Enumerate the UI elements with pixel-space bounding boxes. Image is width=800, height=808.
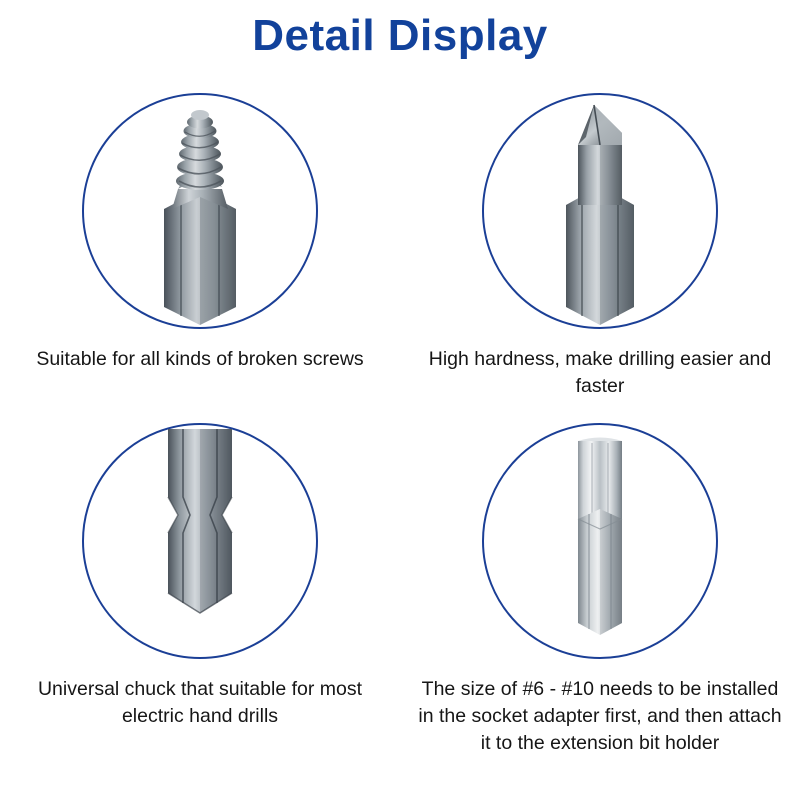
screw-extractor-threaded-tip-illustration (82, 93, 318, 329)
panel-grid (0, 86, 800, 808)
hex-shank-double-ended-bit-illustration (82, 423, 318, 659)
socket-adapter-shank-illustration (482, 423, 718, 659)
detail-display-page (0, 8, 800, 808)
panel-universal-chuck (0, 416, 400, 808)
panel-socket-adapter (400, 416, 800, 808)
panel-high-hardness (400, 86, 800, 416)
panel-high-hardness-image-wrap (475, 86, 725, 336)
panel-caption: Suitable for all kinds of broken screws (36, 348, 364, 370)
panel-universal-chuck-image-wrap (75, 416, 325, 666)
panel-caption: Universal chuck that suitable for most electric hand drills (37, 678, 363, 727)
panel-socket-adapter-image-wrap (475, 416, 725, 666)
drill-bit-pointed-tip-illustration (482, 93, 718, 329)
panel-broken-screws-image-wrap (75, 86, 325, 336)
panel-caption: High hardness, make drilling easier and faster (428, 348, 772, 397)
panel-caption: The size of #6 - #10 needs to be installed in the socket adapter first, and then attach it to the extension bit holder (418, 678, 782, 754)
panel-broken-screws (0, 86, 400, 416)
page-title: Detail Display (252, 11, 548, 60)
